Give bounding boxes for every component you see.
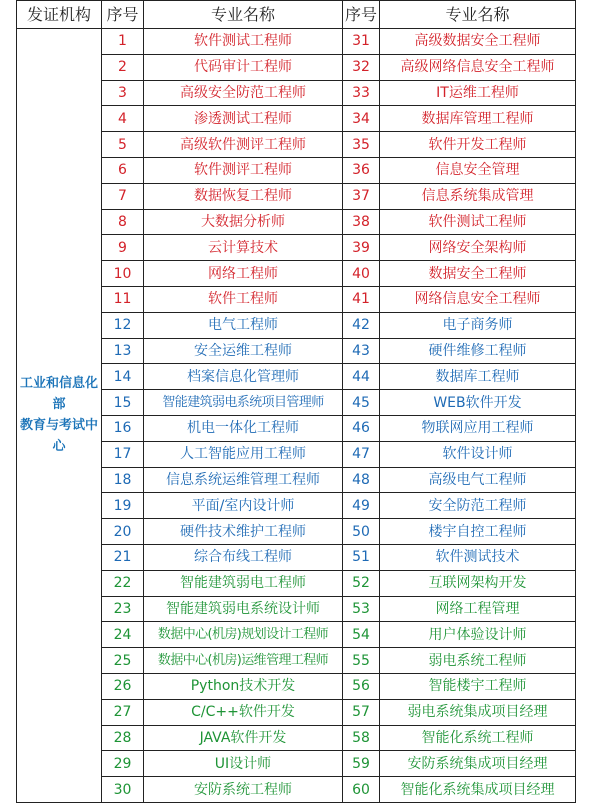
profession-name-right: 用户体验设计师 — [380, 622, 576, 648]
profession-name-left: 安全运维工程师 — [144, 338, 343, 364]
profession-name-left: 档案信息化管理师 — [144, 364, 343, 390]
profession-name-left: 大数据分析师 — [144, 209, 343, 235]
seq-number-left: 4 — [102, 106, 144, 132]
profession-name-right: 软件开发工程师 — [380, 132, 576, 158]
header-seq-right: 序号 — [343, 1, 380, 29]
seq-number-right: 41 — [343, 286, 380, 312]
profession-name-right: 网络安全架构师 — [380, 235, 576, 261]
profession-name-right: 信息系统集成管理 — [380, 183, 576, 209]
profession-name-left: 综合布线工程师 — [144, 544, 343, 570]
profession-name-left: 人工智能应用工程师 — [144, 441, 343, 467]
profession-name-left: 网络工程师 — [144, 261, 343, 287]
seq-number-left: 15 — [102, 390, 144, 416]
seq-number-right: 44 — [343, 364, 380, 390]
issuer-cell — [17, 29, 102, 803]
seq-number-left: 12 — [102, 312, 144, 338]
seq-number-right: 36 — [343, 157, 380, 183]
seq-number-left: 1 — [102, 29, 144, 55]
seq-number-left: 21 — [102, 544, 144, 570]
profession-name-left: 平面/室内设计师 — [144, 493, 343, 519]
seq-number-right: 35 — [343, 132, 380, 158]
seq-number-left: 14 — [102, 364, 144, 390]
profession-name-left: 数据恢复工程师 — [144, 183, 343, 209]
header-issuer: 发证机构 — [17, 1, 102, 29]
seq-number-right: 58 — [343, 725, 380, 751]
seq-number-left: 30 — [102, 777, 144, 803]
profession-name-left: 电气工程师 — [144, 312, 343, 338]
profession-name-right: 电子商务师 — [380, 312, 576, 338]
seq-number-left: 29 — [102, 751, 144, 777]
seq-number-left: 9 — [102, 235, 144, 261]
seq-number-left: 7 — [102, 183, 144, 209]
seq-number-right: 45 — [343, 390, 380, 416]
profession-name-right: 物联网应用工程师 — [380, 415, 576, 441]
profession-name-right: 智能化系统工程师 — [380, 725, 576, 751]
seq-number-right: 43 — [343, 338, 380, 364]
seq-number-right: 56 — [343, 673, 380, 699]
seq-number-right: 39 — [343, 235, 380, 261]
seq-number-left: 23 — [102, 596, 144, 622]
profession-name-right: 信息安全管理 — [380, 157, 576, 183]
profession-name-right: 网络工程管理 — [380, 596, 576, 622]
profession-name-right: 数据安全工程师 — [380, 261, 576, 287]
seq-number-right: 60 — [343, 777, 380, 803]
seq-number-left: 25 — [102, 648, 144, 674]
profession-name-left: 智能建筑弱电工程师 — [144, 570, 343, 596]
profession-name-right: 智能楼宇工程师 — [380, 673, 576, 699]
profession-name-left: JAVA软件开发 — [144, 725, 343, 751]
seq-number-right: 51 — [343, 544, 380, 570]
profession-name-right: 安全防范工程师 — [380, 493, 576, 519]
seq-number-left: 24 — [102, 622, 144, 648]
seq-number-left: 19 — [102, 493, 144, 519]
seq-number-right: 40 — [343, 261, 380, 287]
seq-number-right: 55 — [343, 648, 380, 674]
profession-name-left: 云计算技术 — [144, 235, 343, 261]
seq-number-right: 54 — [343, 622, 380, 648]
seq-number-left: 3 — [102, 80, 144, 106]
profession-name-right: 数据库工程师 — [380, 364, 576, 390]
seq-number-right: 49 — [343, 493, 380, 519]
seq-number-left: 27 — [102, 699, 144, 725]
seq-number-right: 46 — [343, 415, 380, 441]
profession-name-left: 数据中心(机房)规划设计工程师 — [144, 622, 343, 648]
table-body — [17, 29, 576, 803]
seq-number-right: 34 — [343, 106, 380, 132]
seq-number-right: 38 — [343, 209, 380, 235]
profession-name-right: 软件设计师 — [380, 441, 576, 467]
seq-number-right: 32 — [343, 54, 380, 80]
profession-name-left: 数据中心(机房)运维管理工程师 — [144, 648, 343, 674]
seq-number-left: 22 — [102, 570, 144, 596]
profession-name-right: 软件测试工程师 — [380, 209, 576, 235]
seq-number-right: 57 — [343, 699, 380, 725]
seq-number-right: 59 — [343, 751, 380, 777]
profession-name-left: 机电一体化工程师 — [144, 415, 343, 441]
seq-number-right: 48 — [343, 467, 380, 493]
header-name-right: 专业名称 — [380, 1, 576, 29]
seq-number-left: 20 — [102, 519, 144, 545]
seq-number-left: 13 — [102, 338, 144, 364]
certification-table — [16, 0, 576, 803]
profession-name-left: 软件测试工程师 — [144, 29, 343, 55]
profession-name-left: Python技术开发 — [144, 673, 343, 699]
profession-name-left: 高级安全防范工程师 — [144, 80, 343, 106]
seq-number-left: 10 — [102, 261, 144, 287]
profession-name-right: 高级网络信息安全工程师 — [380, 54, 576, 80]
seq-number-left: 11 — [102, 286, 144, 312]
profession-name-right: 弱电系统工程师 — [380, 648, 576, 674]
profession-name-right: 网络信息安全工程师 — [380, 286, 576, 312]
profession-name-left: 安防系统工程师 — [144, 777, 343, 803]
profession-name-left: 硬件技术维护工程师 — [144, 519, 343, 545]
profession-name-left: 渗透测试工程师 — [144, 106, 343, 132]
header-name-left: 专业名称 — [144, 1, 343, 29]
seq-number-left: 16 — [102, 415, 144, 441]
profession-name-right: 高级数据安全工程师 — [380, 29, 576, 55]
header-seq-left: 序号 — [102, 1, 144, 29]
profession-name-left: 智能建筑弱电系统设计师 — [144, 596, 343, 622]
header-row — [17, 1, 576, 29]
profession-name-right: 高级电气工程师 — [380, 467, 576, 493]
profession-name-left: 代码审计工程师 — [144, 54, 343, 80]
profession-name-right: WEB软件开发 — [380, 390, 576, 416]
seq-number-right: 52 — [343, 570, 380, 596]
seq-number-left: 28 — [102, 725, 144, 751]
seq-number-right: 50 — [343, 519, 380, 545]
seq-number-right: 31 — [343, 29, 380, 55]
profession-name-right: 楼宇自控工程师 — [380, 519, 576, 545]
profession-name-right: 硬件维修工程师 — [380, 338, 576, 364]
seq-number-right: 47 — [343, 441, 380, 467]
seq-number-right: 53 — [343, 596, 380, 622]
table-row — [17, 29, 576, 55]
profession-name-right: 数据库管理工程师 — [380, 106, 576, 132]
profession-name-right: 软件测试技术 — [380, 544, 576, 570]
profession-name-left: 智能建筑弱电系统项目管理师 — [144, 390, 343, 416]
profession-name-right: 互联网架构开发 — [380, 570, 576, 596]
seq-number-left: 2 — [102, 54, 144, 80]
seq-number-left: 8 — [102, 209, 144, 235]
seq-number-right: 42 — [343, 312, 380, 338]
seq-number-left: 18 — [102, 467, 144, 493]
profession-name-left: 软件工程师 — [144, 286, 343, 312]
profession-name-left: 高级软件测评工程师 — [144, 132, 343, 158]
seq-number-left: 26 — [102, 673, 144, 699]
profession-name-right: IT运维工程师 — [380, 80, 576, 106]
seq-number-right: 33 — [343, 80, 380, 106]
profession-name-left: C/C++软件开发 — [144, 699, 343, 725]
issuer-line: 工业和信息化部 — [20, 376, 99, 413]
issuer-line: 教育与考试中心 — [20, 418, 99, 455]
profession-name-left: UI设计师 — [144, 751, 343, 777]
seq-number-left: 17 — [102, 441, 144, 467]
profession-name-left: 信息系统运维管理工程师 — [144, 467, 343, 493]
seq-number-left: 6 — [102, 157, 144, 183]
seq-number-left: 5 — [102, 132, 144, 158]
profession-name-right: 弱电系统集成项目经理 — [380, 699, 576, 725]
profession-name-right: 安防系统集成项目经理 — [380, 751, 576, 777]
profession-name-left: 软件测评工程师 — [144, 157, 343, 183]
seq-number-right: 37 — [343, 183, 380, 209]
profession-name-right: 智能化系统集成项目经理 — [380, 777, 576, 803]
